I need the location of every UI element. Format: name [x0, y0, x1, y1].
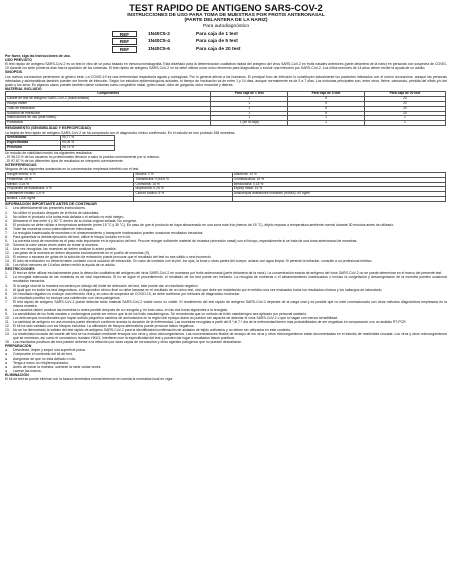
- list-text: Lávese las manos.: [13, 368, 42, 373]
- list-number: 9.: [5, 238, 8, 243]
- section-heading-uso: USO PREVISTO: [5, 58, 32, 63]
- section-text-sinopsis: Los nuevos coronavirus pertenecen al género beta. La COVID-19 es una enfermedad respiratoria aguda y contagiosa. Por lo general afecta a los humanos. El principal foco de infección lo constituyen actualmente los pacientes infectados con el nuevo coronavirus, aunque las personas infectadas y asintomáticas también pueden ser fuente de infección. Según los estudios epidemiológicos actuales, el tiempo de incubación va de entre 1 y 14 días, aunque normalmente es de 3 a 7 días. Los síntomas principales son, entre otros, fiebre, cansancio, pérdida del olfato y/o del gusto y tos seca. En algunos casos pueden también darse síntomas como congestión nasal, goteo nasal, dolor de garganta, dolor muscular y diarrea.: [5, 74, 447, 87]
- table-cell: Espray nasal: 15 %: [232, 187, 445, 192]
- list-number: 14.: [5, 259, 10, 264]
- ref-list: [5, 30, 447, 53]
- table-cell: 98,73 %: [61, 145, 115, 150]
- section-heading-restricciones: RESTRICCIONES: [5, 267, 35, 272]
- ref-label: REF: [112, 38, 137, 45]
- table-cell: Portatubos: [6, 121, 211, 126]
- section-heading-rendimiento: RENDIMIENTO (SENSIBILIDAD Y ESPECIFICIDAD): [5, 126, 91, 131]
- ref-row: [112, 38, 447, 46]
- list-number: 7.: [5, 299, 8, 304]
- list-text: La correcta toma de muestras es el paso más importante en la ejecución del test. Procure recoger suficiente material de muestra (secreción nasal) con el hisopo, especialmente si se trata de una toma anteronasal de muestras.: [13, 238, 358, 243]
- list-number: 8.: [5, 307, 8, 312]
- table-cell: 1: [364, 116, 445, 121]
- table-cell: 95,77 %: [61, 136, 115, 141]
- list-number: 12.: [5, 251, 10, 255]
- list-number: 1.: [5, 271, 8, 276]
- list-text: La recogida inadecuada de muestras o el almacenamiento y transporte inadecuados pueden ocasionar resultados inexactos.: [13, 230, 204, 235]
- list-number: 15.: [5, 263, 10, 268]
- section-text-uso: El test rápido de antígeno SARS-CoV-2 es un test in vitro de un paso basado en inmunocromatografía. Está diseñado para la determinación cualitativa rápida del antígeno del virus SARS-CoV-2 en frotis nasales anteriores (parte delantera de la nariz) en personas con sospecha de COVID-19 durante los siete primeros días tras la aparición de los síntomas. El test rápido de antígeno SARS-CoV-2 no se debe utilizar como único elemento para diagnosticar o excluir una infección por SARS-CoV-2. Los niños menores de 14 años deben recibir la ayuda de un adulto.: [5, 62, 447, 71]
- list-number: 8.: [5, 234, 8, 239]
- table-cell: Fenilefrina: 15 %: [6, 177, 134, 182]
- table-cell: 99,05 %: [61, 141, 115, 146]
- list-text: Los resultados positivos del test pueden deberse a la infección por otras cepas de coronavirus y otros agentes patógenos que no pueden descartarse.: [13, 340, 242, 345]
- table-cell: 1: [211, 111, 288, 116]
- table-cell: Biotina: 1200 ng/ml: [6, 196, 134, 201]
- list-number: 10.: [5, 242, 10, 247]
- interference-table: [5, 172, 446, 202]
- table-cell: Tobramicina: 0,0004 %: [134, 177, 232, 182]
- list-number: ●: [5, 360, 8, 365]
- table-cell: Anticuerpos antiratones humanos (HAMA): 60 ng/ml: [232, 192, 445, 197]
- section-heading-interferencias: INTERFERENCIAS: [5, 163, 37, 168]
- ref-description: Para caja de 1 test: [196, 31, 238, 37]
- ref-row: [112, 30, 447, 38]
- list-text: Si la carga viral de la muestra encuentra por debajo del límite de detección del test, éste puede dar un resultado negativo.: [13, 283, 199, 288]
- list-number: 3.: [5, 214, 8, 219]
- list-number: 14.: [5, 332, 10, 337]
- section-heading-eliminacion: ELIMINACIÓN: [5, 372, 29, 377]
- list-text: Almacene el test entre 4 y 30 °C dentro de su bolsa original sellada. No congelar.: [13, 218, 137, 223]
- table-cell: Precisión: [6, 145, 61, 150]
- page-title: TEST RAPIDO DE ANTIGENO SARS-COV-2: [129, 3, 323, 13]
- list-text: El tubo de extracción no debería haber contacto con la solución de extracción. En caso de contacto con la piel, los ojos, la boca u otras partes del cuerpo, aclarar con agua limpia. Si persiste la irritación, consulte a un profesional médico.: [13, 259, 373, 264]
- section-heading-antes: INFORMACIÓN IMPORTANTE ANTES DE CONTINUAR: [5, 202, 97, 207]
- ref-description: Para caja de 20 test: [196, 46, 241, 52]
- list-item: [5, 263, 447, 267]
- material-column-header: Para caja de 20 test: [364, 92, 445, 97]
- list-text: El exceso o escasez de gotas de la solución de extracción puede provocar que el resultado del test no sea válido o sea incorrecto.: [13, 255, 212, 260]
- ref-label: REF: [112, 31, 137, 38]
- table-cell: Instrucciones de uso (este folleto): [6, 116, 211, 121]
- list-text: El kit ha sido validado con los hisopos incluidos. La utilización de hisopos alternativos puede provocar falsos negativos.: [13, 324, 195, 328]
- table-cell: Solución de extracción: [6, 111, 211, 116]
- table-cell: 1 (en la caja): [211, 121, 288, 126]
- table-cell: Cromolina: 15 %: [134, 182, 232, 187]
- table-cell: 1: [288, 121, 365, 126]
- table-cell: 20: [364, 111, 445, 116]
- table-cell: 1: [211, 116, 288, 121]
- list-number: ●: [5, 348, 8, 353]
- list-number: ●: [5, 364, 8, 369]
- list-item: [5, 340, 447, 344]
- list-item: [5, 300, 447, 308]
- restrictions-list: [5, 271, 447, 344]
- list-text: El test rápido de antígeno SARS-CoV-2 puede detectar tanto material SARS-CoV-2 viable como no viable. El rendimiento del test rápido de antígeno SARS-CoV-2 depende de la carga viral y es posible que no esté correlacionado con otros métodos diagnósticos empleados en la misma muestra.: [13, 299, 447, 308]
- table-cell: 20: [364, 106, 445, 111]
- subtitle-nose: (PARTE DELANTERA DE LA NARIZ): [184, 18, 268, 24]
- list-text: Trate las muestras como potencialmente infecciosas.: [13, 226, 94, 231]
- list-number: 15.: [5, 340, 10, 345]
- list-text: Lea detenidamente las presentes instrucciones.: [13, 206, 86, 211]
- ref-row: [112, 45, 447, 53]
- table-cell: 1: [211, 101, 288, 106]
- table-cell: 20: [364, 101, 445, 106]
- list-text: El test se debe utilizar exclusivamente para la detección cualitativa del antígeno del virus SARS-CoV-2 en muestras por frotis anteronasal (parte delantera de la nariz). La concentración exacta de antígeno del virus SARS-CoV-2 no se puede determinar en el marco del presente test.: [13, 271, 443, 276]
- section-text-rendimiento: La tarjeta de test rápido de antígeno SARS-CoV-2 se ha comparado con el diagnóstico clínico confirmado. En el estudio se han probado 158 muestras.: [5, 130, 236, 135]
- material-table: [5, 91, 446, 126]
- table-cell: Propionato de fluticasona: 5 %: [6, 187, 134, 192]
- list-text: Una vez recogidas, las muestras se deben analizar lo antes posible.: [13, 246, 117, 251]
- list-text: La recogida adecuada de las muestras es de vital importancia. Si no se sigue el procedimiento, el resultado de los test puede ser inexacto. La recogida de muestras o el almacenamiento inadecuados o incluso la congelación y descongelación de la muestra pueden ocasionar resultados inexactos.: [13, 275, 447, 284]
- ref-code: 1N40C5-6: [148, 46, 170, 52]
- list-number: 5.: [5, 222, 8, 227]
- important-info-list: [5, 206, 447, 267]
- list-number: 11.: [5, 319, 10, 324]
- list-text: Un resultado positivo no excluye una coinfección con otros patógenos.: [13, 295, 121, 300]
- performance-note: - El 97,87 % de los diferentes tipos de resultados se interpretó correctamente.: [5, 159, 124, 164]
- list-text: La reactividad cruzada del casete del test se ha evaluado mediante ensayos con virus y otros microorganismos. Las concentraciones finales de ensayo de los virus y otros microorganismos están documentadas en el estudio de reactividad cruzada. Los virus y otros microorganismos que se muestran, así como el coronavirus humano HKU1, interfieren con la especificidad del test y pueden dar lugar a resultados falsos positivos.: [13, 332, 447, 341]
- list-number: ●: [5, 356, 8, 361]
- material-column-header: Para caja de 1 test: [211, 92, 288, 97]
- list-number: ●: [5, 368, 8, 373]
- table-cell: Sensibilidad: [6, 136, 61, 141]
- list-text: La cantidad de antígeno en una muestra puede disminuir conforme avanza la duración de la enfermedad. Las muestras recogidas a partir del 5.º al 7.º día de la enfermedad tienen más probabilidades de ser negativas en comparación con un análisis RT-PCR.: [13, 319, 407, 324]
- list-text: Desinfecte, limpie y seque una superficie plana.: [13, 348, 86, 353]
- section-text-interferencias: Ninguna de las siguientes sustancias en la concentración empleada interfirió con el test.: [5, 167, 140, 172]
- table-cell: Cloruro sódico: 5 %: [134, 192, 232, 197]
- section-heading-material: MATERIAL INCLUIDO: [5, 86, 42, 91]
- subtitle-selftest: Para autodiagnóstico: [203, 23, 249, 29]
- list-number: 13.: [5, 255, 10, 260]
- list-text: Sónese la nariz varias veces antes de tomar la muestra.: [13, 242, 99, 247]
- table-cell: 5: [288, 106, 365, 111]
- table-cell: Hisopo estéril: [6, 101, 211, 106]
- list-number: 6.: [5, 226, 8, 231]
- list-item: [5, 369, 447, 373]
- list-text: Al igual que en todos los test diagnósticos, el diagnóstico clínico final no debe basarse en el resultado de un único test, sino que debe ser establecido por el médico una vez evaluados todos los resultados clínicos y los hallazgos de laboratorio.: [13, 287, 383, 292]
- table-cell: Tubo de extracción: [6, 106, 211, 111]
- list-number: 2.: [5, 275, 8, 280]
- table-row: [6, 196, 446, 201]
- table-cell: [232, 196, 445, 201]
- list-number: ●: [5, 352, 8, 357]
- intro-text: Por favor, siga las instrucciones de uso.: [5, 54, 71, 58]
- list-number: 1.: [5, 206, 8, 211]
- table-cell: Benzocaína: 0,15 %: [232, 182, 445, 187]
- table-row: [6, 121, 446, 126]
- list-text: Antes de tomar la muestra, suénese la nariz varias veces.: [13, 364, 102, 369]
- ref-code: 1N40C5-2: [148, 31, 170, 37]
- list-number: 4.: [5, 287, 8, 292]
- list-text: Tenga a mano un reloj/temporizador.: [13, 360, 69, 365]
- list-number: 12.: [5, 324, 10, 328]
- subtitle: INSTRUCCIONES DE USO PARA TOMA DE MUESTRAS POR FROTIS ANTERONASAL: [127, 13, 325, 18]
- table-cell: Albúmina: 10 %: [232, 173, 445, 178]
- material-column-header: Para caja de 5 test: [288, 92, 365, 97]
- table-cell: Sangre entera: 5 %: [6, 173, 134, 178]
- ref-description: Para caja de 5 test: [196, 39, 238, 45]
- list-item: [5, 275, 447, 283]
- preparation-list: [5, 348, 447, 372]
- section-text-eliminacion: El kit de test se puede eliminar con la basura doméstica normal teniendo en cuenta la normativa local en vigor.: [5, 376, 174, 381]
- list-text: No se ha demostrado la validez del test rápido de antígeno SARS-CoV-2 para la identificación/confirmación de aislados de tejido cultivados y no deben ser utilizados en este contexto.: [13, 328, 292, 333]
- table-cell: 20: [364, 97, 445, 102]
- list-number: 4.: [5, 218, 8, 223]
- list-number: 10.: [5, 315, 10, 320]
- list-text: La sensibilidad de los frotis nasales u orofaríngeos puede ser menor que la de los frotis nasofaríngeos. Se recomienda que un método de frotis nasofaríngeo sea aplicado por personal sanitario.: [13, 311, 308, 316]
- table-cell: Mentol: 0,15 %: [6, 182, 134, 187]
- table-cell: 1: [288, 116, 365, 121]
- performance-note: - El 98,10 % de los usuarios no profesionales llevaron a cabo la prueba correctamente por sí mismos.: [5, 155, 160, 160]
- list-text: Los niños menores de 14 años deben recibir la ayuda de un adulto.: [13, 263, 116, 268]
- table-cell: Especificidad: [6, 141, 61, 146]
- table-cell: 1: [211, 106, 288, 111]
- list-text: Los anticuerpos monoclonales que hayan sufrido pequeños cambios de aminoácidos en la región del epítopo diana no pueden ser capaces de detectar el virus SARS-CoV-2 o que lo hagan con menos sensibilidad.: [13, 315, 338, 320]
- ref-code: 1N40C5-4: [148, 39, 170, 45]
- list-number: 11.: [5, 246, 10, 251]
- table-cell: 1: [364, 121, 445, 126]
- table-cell: Oximetazolina: 15 %: [232, 177, 445, 182]
- instruction-leaflet: [5, 3, 447, 581]
- table-cell: Casete de test de antígeno SARS-CoV-2 (bolsa sellada): [6, 97, 211, 102]
- material-column-header: Componentes: [6, 92, 211, 97]
- table-row: [6, 145, 115, 150]
- list-text: No utilice el producto si la bolsa está dañada o el sellado no está íntegro.: [13, 214, 125, 219]
- list-item: [5, 332, 447, 340]
- list-text: El producto se debe utilizar a temperatura ambiente (entre 15 °C y 30 °C). En caso de que el producto se haya almacenado en una zona más fría (menos de 15 °C), déjelo reposar a temperatura ambiente normal durante 30 minutos antes de utilizarlo.: [13, 222, 395, 227]
- table-cell: 1: [211, 97, 288, 102]
- table-cell: [134, 196, 232, 201]
- list-number: 7.: [5, 230, 8, 235]
- performance-notes: [5, 151, 447, 163]
- table-cell: Mucina: 2 %: [134, 173, 232, 178]
- table-cell: 5: [288, 101, 365, 106]
- list-text: Para garantizar la debida ejecución del test, utilice el hisopo incluido en el kit.: [13, 234, 131, 239]
- list-number: 13.: [5, 328, 10, 333]
- list-text: Los usuarios deben analizar las muestras lo antes posible después de su recogida y, en todo caso, en las dos horas siguientes a la recogida.: [13, 307, 228, 312]
- section-heading-sinopsis: SINOPSIS: [5, 70, 22, 75]
- list-number: 9.: [5, 311, 8, 316]
- section-heading-preparacion: PREPARACIÓN: [5, 344, 32, 349]
- list-number: 2.: [5, 210, 8, 215]
- list-text: Un resultado negativo no excluye una infección viral y, en caso de sospecha de COVID-19, se debe confirmar por métodos de diagnóstico molecular.: [13, 291, 240, 296]
- table-cell: Oseltamivir fosfato: 0,5 %: [6, 192, 134, 197]
- performance-table: [5, 135, 115, 150]
- list-number: 6.: [5, 295, 8, 300]
- list-text: No utilice el producto después de la fecha de caducidad.: [13, 210, 100, 215]
- table-cell: Mupirocina: 0,25 %: [134, 187, 232, 192]
- table-cell: 5: [288, 111, 365, 116]
- performance-note: Un estudio de viabilidad mostró los siguientes resultados:: [5, 151, 93, 156]
- list-number: 3.: [5, 283, 8, 288]
- list-text: Asegúrese de que no está dañado o roto.: [13, 356, 77, 361]
- list-text: Compruebe el contenido del kit de test.: [13, 352, 73, 357]
- table-cell: 5: [288, 97, 365, 102]
- list-text: Las gotas de la muestra se deben depositar exclusivamente en el pocillo de muestras (S).: [13, 251, 151, 255]
- list-number: 5.: [5, 291, 8, 296]
- ref-label: REF: [112, 46, 137, 53]
